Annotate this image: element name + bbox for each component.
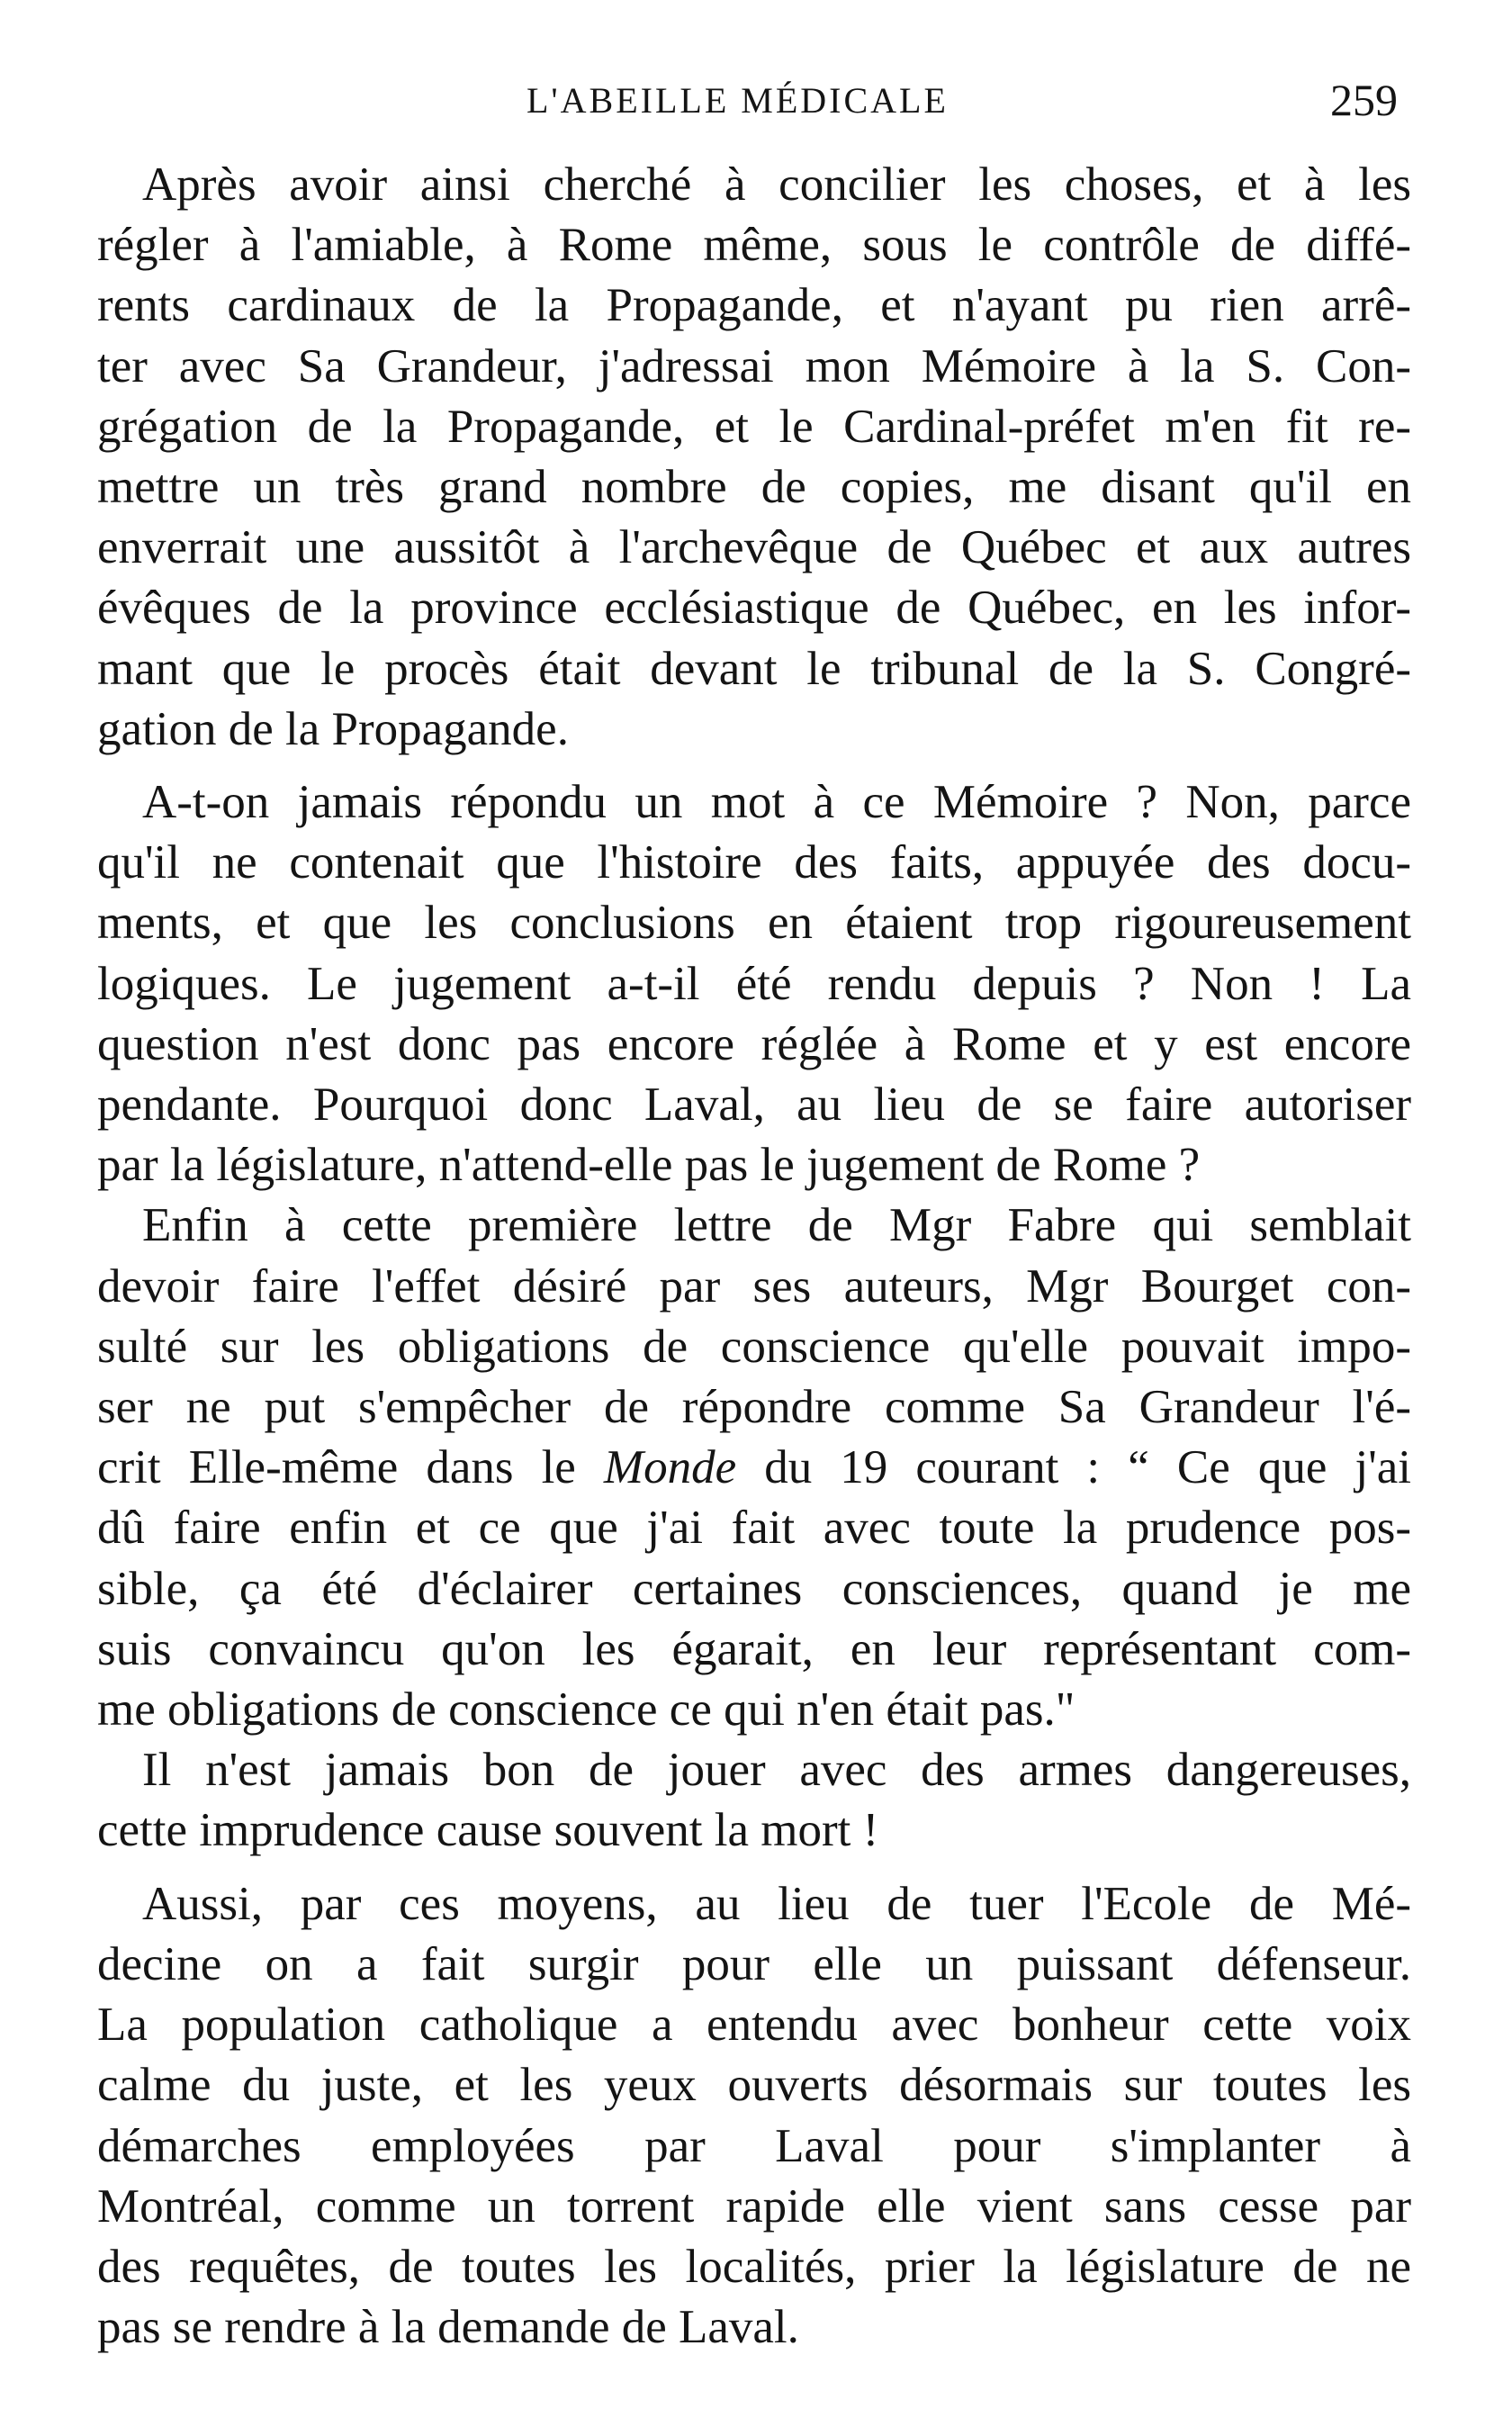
text-line: ments, et que les conclusions en étaient trop rigoureusement <box>97 897 1411 950</box>
text-line: mant que le procès était devant le tribunal de la S. Congré- <box>97 642 1411 695</box>
newspaper-title: Monde <box>603 1441 737 1494</box>
text-line: question n'est donc pas encore réglée à Rome et y est encore <box>97 1017 1411 1070</box>
text-line: devoir faire l'effet désiré par ses auteurs, Mgr Bourget con- <box>97 1259 1411 1313</box>
text-line: Après avoir ainsi cherché à concilier les choses, et à les <box>142 158 1411 211</box>
paragraph-5 <box>97 1874 1411 2359</box>
text-line: cette imprudence cause souvent la mort ! <box>97 1804 879 1857</box>
text-line: ser ne put s'empêcher de répondre comme Sa Grandeur l'é- <box>97 1381 1411 1434</box>
line-end: du 19 courant : “ Ce que j'ai <box>736 1441 1411 1494</box>
text-line: calme du juste, et les yeux ouverts désormais sur toutes les <box>97 2059 1411 2112</box>
text-line: Enfin à cette première lettre de Mgr Fabre qui semblait <box>142 1199 1411 1252</box>
text-line: decine on a fait surgir pour elle un puissant défenseur. <box>97 1937 1411 1990</box>
text-line: La population catholique a entendu avec bonheur cette voix <box>97 1998 1411 2052</box>
text-line: par la législature, n'attend-elle pas le jugement de Rome ? <box>97 1139 1201 1192</box>
text-line: Aussi, par ces moyens, au lieu de tuer l'Ecole de Mé- <box>142 1877 1411 1930</box>
text-line: Il n'est jamais bon de jouer avec des armes dangereuses, <box>142 1744 1411 1797</box>
text-line: qu'il ne contenait que l'histoire des faits, appuyée des docu- <box>97 836 1411 889</box>
body-text <box>97 155 1411 2358</box>
text-line: régler à l'amiable, à Rome même, sous le contrôle de diffé- <box>97 219 1411 272</box>
text-line: des requêtes, de toutes les localités, prier la législature de ne <box>97 2240 1411 2293</box>
text-line: logiques. Le jugement a-t-il été rendu depuis ? Non ! La <box>97 957 1411 1010</box>
text-line: suis convaincu qu'on les égarait, en leur représentant com- <box>97 1622 1411 1675</box>
text-line: Montréal, comme un torrent rapide elle vient sans cesse par <box>97 2179 1411 2233</box>
text-line: démarches employées par Laval pour s'implanter à <box>97 2119 1411 2172</box>
text-line: sulté sur les obligations de conscience qu'elle pouvait impo- <box>97 1320 1411 1373</box>
paragraph-1 <box>97 155 1411 760</box>
text-line: ter avec Sa Grandeur, j'adressai mon Mémoire à la S. Con- <box>97 339 1411 392</box>
text-line: rents cardinaux de la Propagande, et n'ayant pu rien arrê- <box>97 279 1411 332</box>
text-line: A-t-on jamais répondu un mot à ce Mémoire ? Non, parce <box>142 776 1411 829</box>
running-header <box>0 75 1512 133</box>
text-line: grégation de la Propagande, et le Cardinal-préfet m'en fit re- <box>97 400 1411 453</box>
page-number: 259 <box>1330 75 1398 125</box>
paragraph-4 <box>97 1740 1411 1861</box>
text-line: enverrait une aussitôt à l'archevêque de Québec et aux autres <box>97 521 1411 574</box>
text-line: sible, ça été d'éclairer certaines consciences, quand je me <box>97 1562 1411 1615</box>
text-line: pas se rendre à la demande de Laval. <box>97 2301 799 2354</box>
line-start: crit Elle-même dans le <box>97 1441 604 1494</box>
text-line <box>97 1438 1411 1498</box>
text-line: pendante. Pourquoi donc Laval, au lieu de se faire autoriser <box>97 1078 1411 1132</box>
paragraph-3 <box>97 1195 1411 1740</box>
text-line: gation de la Propagande. <box>97 702 569 755</box>
paragraph-2 <box>97 772 1411 1195</box>
text-line: mettre un très grand nombre de copies, me disant qu'il en <box>97 461 1411 514</box>
text-line: dû faire enfin et ce que j'ai fait avec toute la prudence pos- <box>97 1502 1411 1555</box>
text-line: me obligations de conscience ce qui n'en était pas." <box>97 1683 1076 1737</box>
journal-title: L'ABEILLE MÉDICALE <box>526 80 949 121</box>
text-line: évêques de la province ecclésiastique de Québec, en les infor- <box>97 582 1411 635</box>
